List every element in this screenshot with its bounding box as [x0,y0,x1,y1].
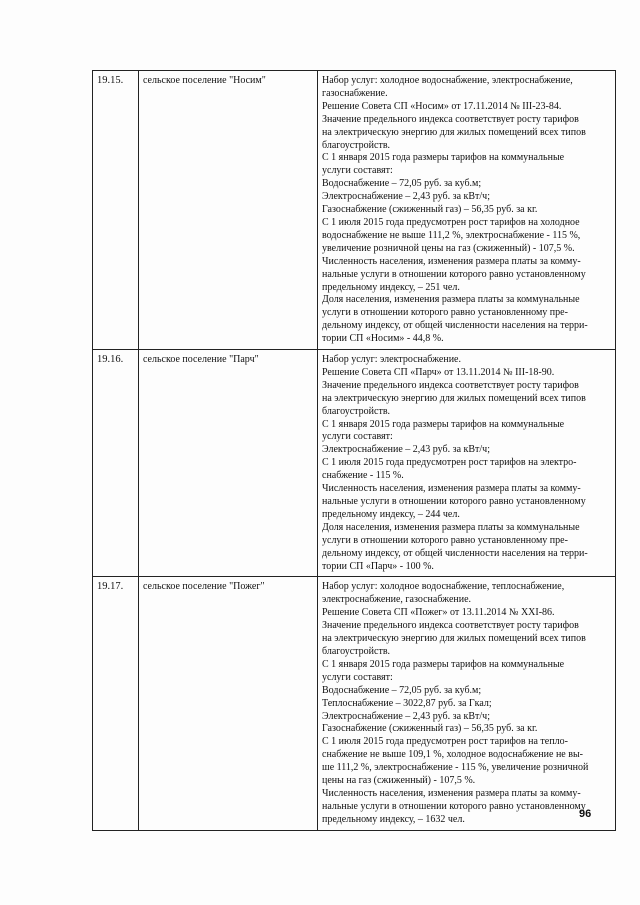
description-line: С 1 января 2015 года размеры тарифов на коммунальные [322,152,565,164]
row-number: 19.17. [93,577,139,830]
description-line: предельному индексу, – 244 чел. [322,508,460,520]
description-line: снабжение - 115 %. [322,470,404,482]
description-line: тории СП «Носим» - 44,8 %. [322,333,444,345]
description-line: Доля населения, изменения размера платы за коммунальные [322,521,580,533]
tariff-table [92,70,616,831]
settlement-name: сельское поселение "Пожег" [139,577,318,830]
description-line: Решение Совета СП «Парч» от 13.11.2014 № III-18-90. [322,366,555,378]
settlement-name: сельское поселение "Парч" [139,350,318,577]
table-row [93,577,616,830]
description-line: Набор услуг: электроснабжение. [322,354,461,366]
settlement-name: сельское поселение "Носим" [139,71,318,350]
description-line: Газоснабжение (сжиженный газ) – 56,35 руб. за кг. [322,204,538,216]
description-line: Решение Совета СП «Пожег» от 13.11.2014 № XXI-86. [322,607,555,619]
description-line: предельному индексу, – 251 чел. [322,281,460,293]
description-line: дельному индексу, от общей численности населения на терри- [322,320,588,332]
description-line: нальные услуги в отношении которого равно установленному [322,800,586,812]
description-line: Электроснабжение – 2,43 руб. за кВт/ч; [322,191,490,203]
description-line: нальные услуги в отношении которого равно установленному [322,268,586,280]
description-line: благоустройств. [322,139,391,151]
description-line: услуги составят: [322,165,393,177]
table-row [93,350,616,577]
row-description [318,577,616,830]
description-line: Набор услуг: холодное водоснабжение, электроснабжение, [322,75,573,86]
description-line: благоустройств. [322,405,391,417]
description-line: газоснабжение. [322,87,388,99]
row-description [318,350,616,577]
description-line: увеличение розничной цены на газ (сжиженный) - 107,5 %. [322,242,575,254]
description-line: С 1 июля 2015 года предусмотрен рост тарифов на холодное [322,216,580,228]
description-line: услуги в отношении которого равно установленному пре- [322,307,568,319]
description-line: Доля населения, изменения размера платы за коммунальные [322,294,580,306]
description-line: Водоснабжение – 72,05 руб. за куб.м; [322,178,482,190]
description-line: предельному индексу, – 1632 чел. [322,813,465,825]
description-line: на электрическую энергию для жилых помещений всех типов [322,126,586,138]
description-line: Набор услуг: холодное водоснабжение, теплоснабжение, [322,581,565,593]
description-line: Электроснабжение – 2,43 руб. за кВт/ч; [322,444,490,456]
description-line: С 1 января 2015 года размеры тарифов на коммунальные [322,418,565,430]
description-line: Численность населения, изменения размера платы за комму- [322,255,581,267]
description-line: благоустройств. [322,645,391,657]
description-line: ше 111,2 %, электроснабжение - 115 %, увеличение розничной [322,762,589,774]
description-line: дельному индексу, от общей численности населения на терри- [322,547,588,559]
description-line: Значение предельного индекса соответствует росту тарифов [322,379,579,391]
description-line: Значение предельного индекса соответствует росту тарифов [322,620,579,632]
description-line: С 1 июля 2015 года предусмотрен рост тарифов на тепло- [322,736,568,748]
table-row [93,71,616,350]
description-line: нальные услуги в отношении которого равно установленному [322,496,586,507]
description-line: Значение предельного индекса соответствует росту тарифов [322,113,579,125]
description-line: С 1 января 2015 года размеры тарифов на коммунальные [322,658,565,670]
row-number: 19.16. [93,350,139,577]
description-line: снабжение не выше 109,1 %, холодное водоснабжение не вы- [322,749,584,761]
description-line: услуги в отношении которого равно установленному пре- [322,534,568,546]
description-line: Решение Совета СП «Носим» от 17.11.2014 № III-23-84. [322,100,562,112]
description-line: цены на газ (сжиженный) - 107,5 %. [322,775,476,787]
description-line: электроснабжение, газоснабжение. [322,594,472,606]
description-line: Водоснабжение – 72,05 руб. за куб.м; [322,684,482,696]
description-line: услуги составят: [322,671,393,683]
description-line: Теплоснабжение – 3022,87 руб. за Гкал; [322,697,492,709]
description-line: тории СП «Парч» - 100 %. [322,560,434,572]
description-line: С 1 июля 2015 года предусмотрен рост тарифов на электро- [322,457,577,469]
description-line: водоснабжение не выше 111,2 %, электроснабжение - 115 %, [322,229,581,241]
page-number: 96 [579,808,592,820]
description-line: услуги составят: [322,431,393,443]
description-line: Электроснабжение – 2,43 руб. за кВт/ч; [322,710,490,722]
description-line: Газоснабжение (сжиженный газ) – 56,35 руб. за кг. [322,723,538,735]
description-line: Численность населения, изменения размера платы за комму- [322,787,581,799]
description-line: на электрическую энергию для жилых помещений всех типов [322,392,586,404]
description-line: на электрическую энергию для жилых помещений всех типов [322,633,586,645]
row-number: 19.15. [93,71,139,350]
row-description [318,71,616,350]
description-line: Численность населения, изменения размера платы за комму- [322,483,581,495]
